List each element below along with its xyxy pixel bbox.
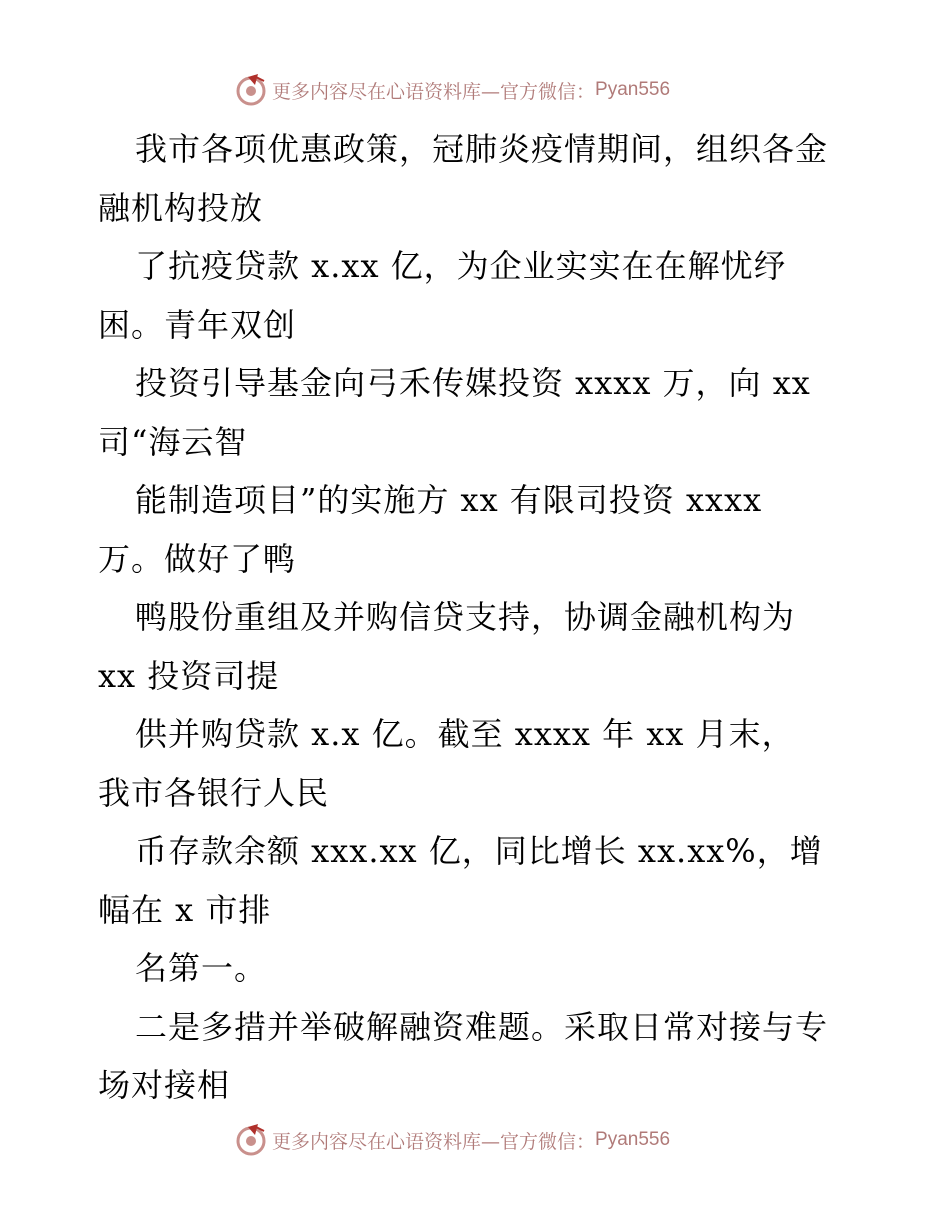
footer-watermark	[234, 1120, 714, 1160]
watermark-wechat-id: Pyan556	[595, 79, 671, 100]
text-line: 投资引导基金向弓禾传媒投资 xxxx 万，向 xx	[135, 364, 811, 402]
watermark-wechat-id: Pyan556	[595, 1129, 671, 1150]
text-line: 能制造项目”的实施方 xx 有限司投资 xxxx	[135, 481, 763, 519]
text-line: 鸭股份重组及并购信贷支持，协调金融机构为	[135, 598, 796, 636]
text-line: 幅在 x 市排	[98, 890, 272, 929]
text-line: 了抗疫贷款 x.xx 亿，为企业实实在在解忧纾	[135, 247, 787, 285]
brand-logo-icon	[234, 1123, 268, 1157]
text-line: 困。青年双创	[98, 305, 297, 344]
body-text	[98, 120, 878, 1115]
header-watermark	[234, 70, 714, 110]
text-line: 币存款余额 xxx.xx 亿，同比增长 xx.xx%，增	[135, 832, 823, 870]
text-line: 我市各项优惠政策，冠肺炎疫情期间，组织各金	[135, 130, 829, 168]
text-line: 融机构投放	[98, 188, 264, 227]
brand-logo-icon	[234, 73, 268, 107]
text-line: 万。做好了鸭	[98, 539, 297, 578]
watermark-text: 更多内容尽在心语资料库—官方微信：	[272, 80, 596, 103]
text-line: 我市各银行人民	[98, 773, 330, 812]
text-line: 名第一。	[135, 949, 268, 987]
text-line: xx 投资司提	[98, 656, 280, 695]
text-line: 场对接相	[98, 1066, 231, 1104]
text-line: 司“海云智	[98, 422, 248, 461]
text-line: 供并购贷款 x.x 亿。截至 xxxx 年 xx 月末，	[135, 715, 795, 753]
text-line: 二是多措并举破解融资难题。采取日常对接与专	[135, 1007, 829, 1046]
watermark-text: 更多内容尽在心语资料库—官方微信：	[272, 1130, 596, 1153]
